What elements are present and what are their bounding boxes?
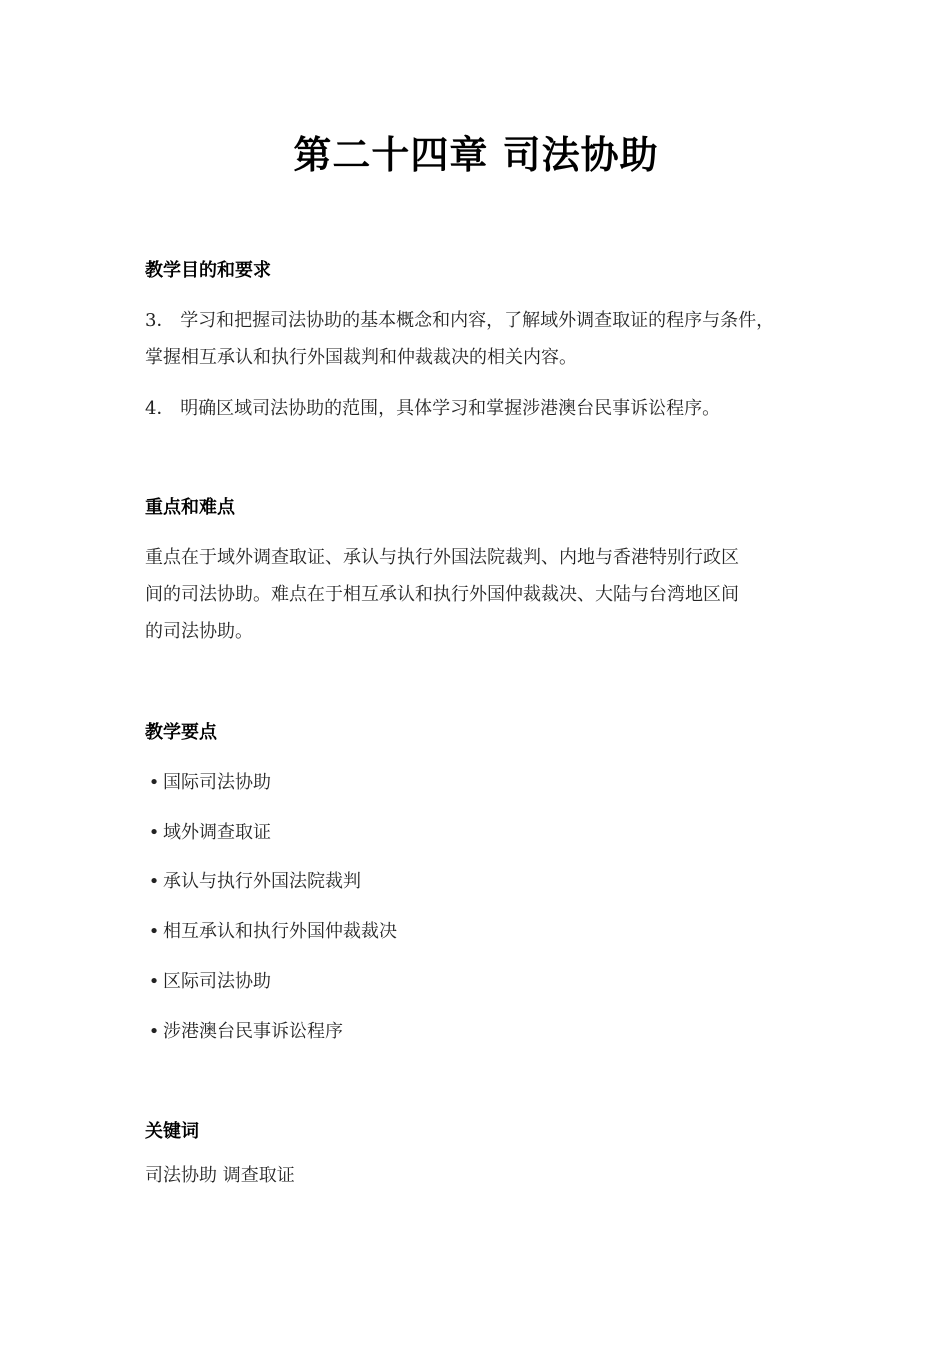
teaching-point-item (145, 820, 271, 846)
teaching-point-item (145, 770, 271, 796)
key-difficult-heading: 重点和难点 (145, 497, 235, 518)
bullet-icon: • (148, 772, 160, 793)
objective-item-3-line2: 掌握相互承认和执行外国裁判和仲裁裁决的相关内容。 (145, 347, 577, 368)
objective-text: 学习和把握司法协助的基本概念和内容，了解域外调查取证的程序与条件， (180, 310, 775, 331)
teaching-point-item (145, 919, 397, 945)
teaching-point-text: 国际司法协助 (163, 772, 271, 793)
key-difficult-line-1: 重点在于域外调查取证、承认与执行外国法院裁判、内地与香港特别行政区 (145, 547, 739, 568)
bullet-icon: • (148, 971, 160, 992)
objectives-heading: 教学目的和要求 (145, 260, 271, 281)
teaching-point-item (145, 869, 361, 895)
chapter-title: 第二十四章 司法协助 (293, 133, 659, 177)
keywords-heading: 关键词 (145, 1121, 199, 1142)
teaching-point-text: 承认与执行外国法院裁判 (163, 871, 361, 892)
teaching-point-text: 域外调查取证 (163, 822, 271, 843)
teaching-points-heading: 教学要点 (145, 722, 217, 743)
objective-item-4 (145, 396, 720, 422)
objective-number: 4． (145, 398, 175, 419)
teaching-point-text: 区际司法协助 (163, 971, 271, 992)
objective-item-3-line1 (145, 308, 774, 334)
teaching-point-text: 相互承认和执行外国仲裁裁决 (163, 921, 397, 942)
bullet-icon: • (148, 921, 160, 942)
objective-number: 3． (145, 310, 175, 331)
bullet-icon: • (148, 1021, 160, 1042)
bullet-icon: • (148, 871, 160, 892)
bullet-icon: • (148, 822, 160, 843)
teaching-point-item (145, 1019, 343, 1045)
key-difficult-line-3: 的司法协助。 (145, 621, 253, 642)
keywords-text: 司法协助 调查取证 (145, 1165, 295, 1186)
objective-text: 明确区域司法协助的范围，具体学习和掌握涉港澳台民事诉讼程序。 (180, 398, 721, 419)
key-difficult-line-2: 间的司法协助。难点在于相互承认和执行外国仲裁裁决、大陆与台湾地区间 (145, 584, 739, 605)
teaching-point-item (145, 969, 271, 995)
teaching-point-text: 涉港澳台民事诉讼程序 (163, 1021, 343, 1042)
